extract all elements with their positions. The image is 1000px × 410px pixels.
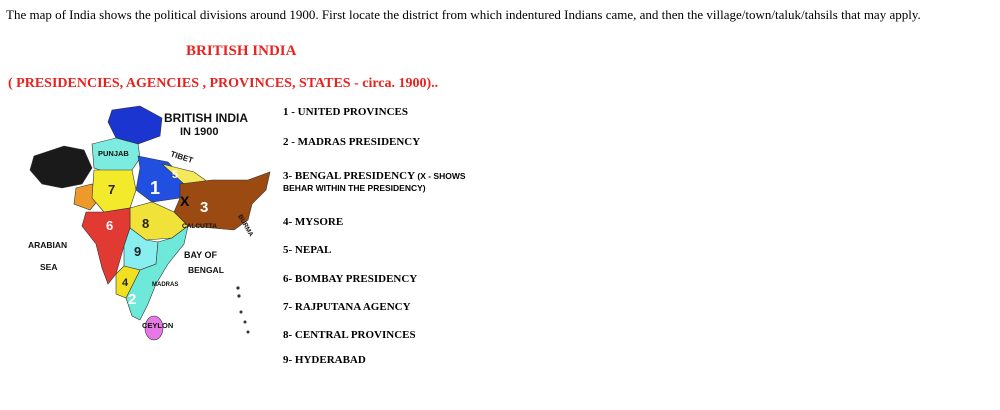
map-title-line1: BRITISH INDIA xyxy=(164,111,248,125)
region-number-2: 2 xyxy=(128,291,137,308)
legend-bengal-note-line2: BEHAR WITHIN THE PRESIDENCY) xyxy=(283,183,426,193)
page-subtitle: ( PRESIDENCIES, AGENCIES , PROVINCES, STATES - circa. 1900).. xyxy=(8,76,439,91)
label-tibet: TIBET xyxy=(169,149,195,166)
legend-item-nepal: 5- NEPAL xyxy=(283,244,332,256)
intro-text: The map of India shows the political divisions around 1900. First locate the district from which indentured Indians came, and then the village/town/taluk/tahsils that may apply. xyxy=(6,7,921,22)
region-baluchistan xyxy=(30,146,92,188)
region-number-1: 1 xyxy=(150,178,161,198)
region-number-3: 3 xyxy=(200,199,209,216)
label-bengal: BENGAL xyxy=(188,265,224,275)
legend-item-rajputana-agency: 7- RAJPUTANA AGENCY xyxy=(283,301,411,313)
legend-bengal-note: (X - SHOWS xyxy=(417,171,466,181)
label-ceylon: CEYLON xyxy=(142,321,174,330)
label-punjab: PUNJAB xyxy=(98,149,129,158)
map-regions xyxy=(30,106,270,340)
region-number-5: 5 xyxy=(172,169,179,181)
label-burma: BURMA xyxy=(236,213,255,238)
label-madras: MADRAS xyxy=(152,282,179,288)
region-number-6: 6 xyxy=(106,218,114,233)
legend-item-bengal-presidency xyxy=(283,170,466,194)
british-india-map xyxy=(12,98,272,348)
legend-item-mysore: 4- MYSORE xyxy=(283,216,344,228)
region-number-9: 9 xyxy=(134,244,142,259)
legend-bengal-label: 3- BENGAL PRESIDENCY xyxy=(283,170,415,182)
label-sea: SEA xyxy=(40,262,58,272)
behar-cross: X xyxy=(180,193,190,209)
region-number-4: 4 xyxy=(122,277,129,289)
region-number-7: 7 xyxy=(108,182,116,197)
region-number-8: 8 xyxy=(142,216,150,231)
legend-item-hyderabad: 9- HYDERABAD xyxy=(283,354,366,366)
legend-item-central-provinces: 8- CENTRAL PROVINCES xyxy=(283,329,416,341)
legend-item-madras-presidency: 2 - MADRAS PRESIDENCY xyxy=(283,136,421,148)
map-title-line2: IN 1900 xyxy=(180,126,219,138)
label-arabian: ARABIAN xyxy=(28,240,68,250)
legend-item-united-provinces: 1 - UNITED PROVINCES xyxy=(283,106,408,118)
legend-item-bombay-presidency: 6- BOMBAY PRESIDENCY xyxy=(283,273,418,285)
label-calcutta: CALCUTTA xyxy=(182,223,217,230)
label-bay-of: BAY OF xyxy=(184,250,218,260)
page-title: BRITISH INDIA xyxy=(186,43,297,59)
